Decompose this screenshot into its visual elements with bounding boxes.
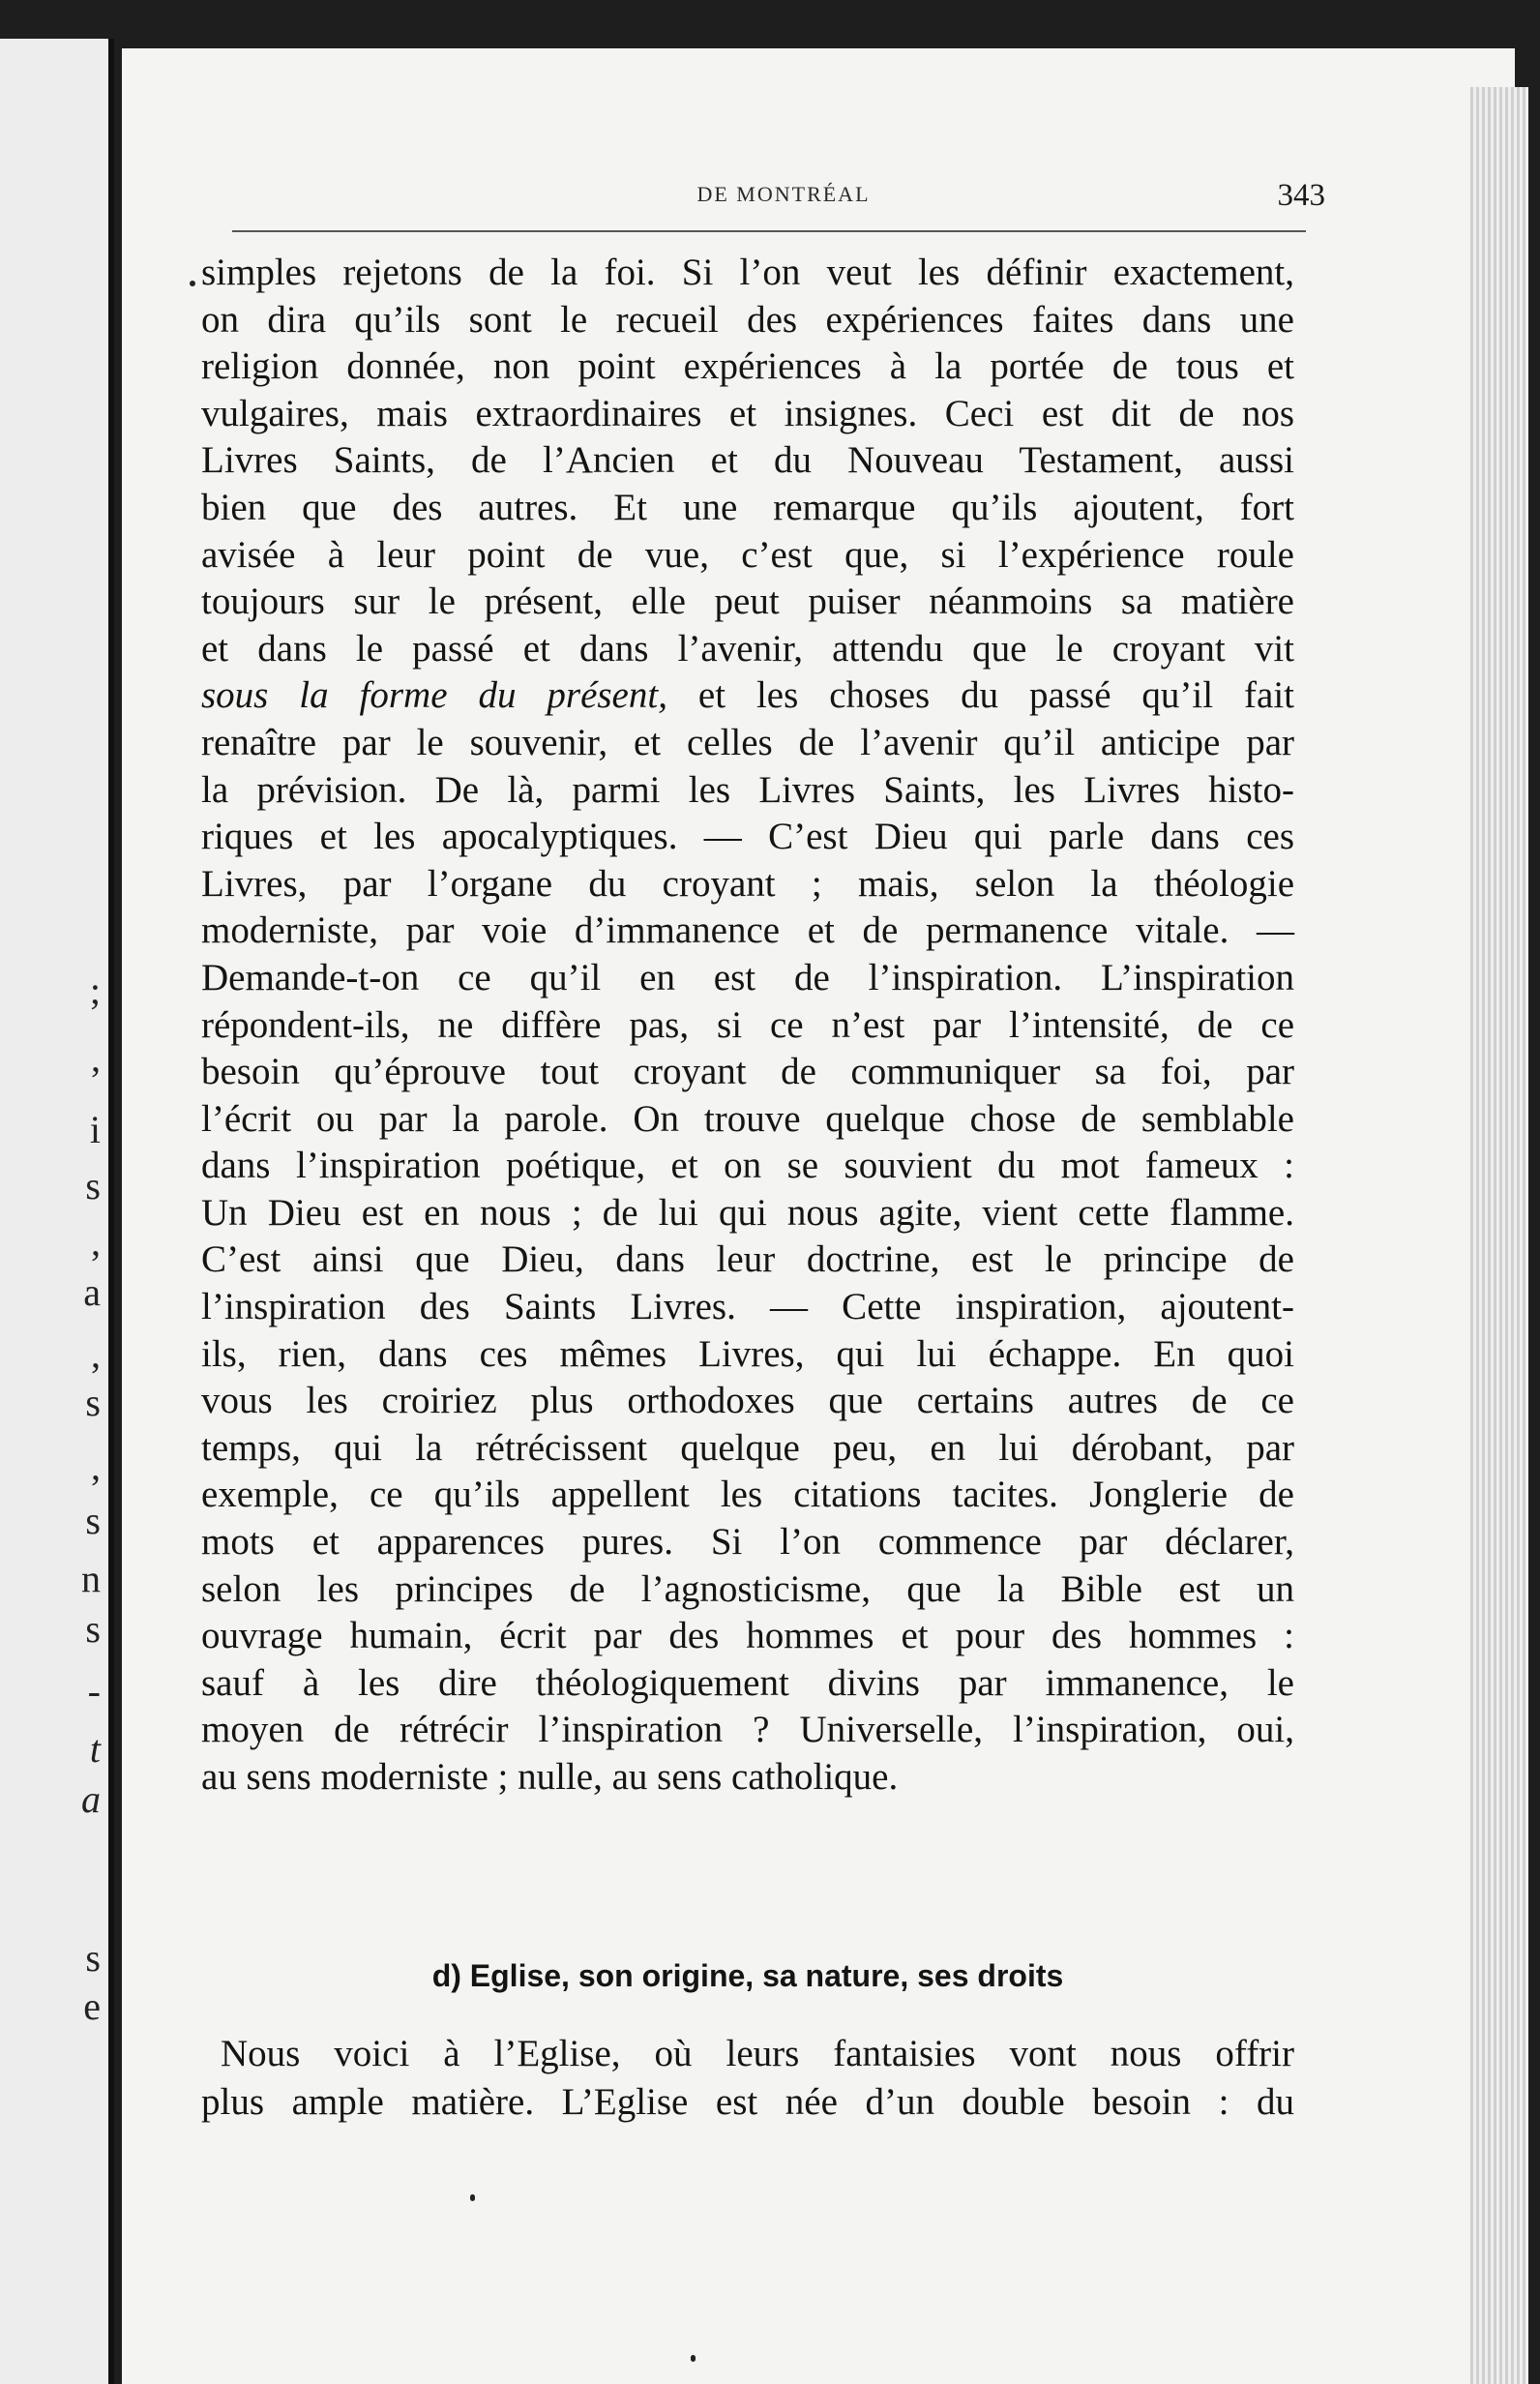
text-line: temps, qui la rétrécissent quelque peu, en lui dérobant, par — [201, 1426, 1294, 1469]
text-line: mots et apparences pures. Si l’on commence par déclarer, — [201, 1521, 1294, 1564]
previous-page-fragment: a — [81, 1777, 101, 1821]
previous-page-fragment: a — [83, 1270, 101, 1314]
previous-page-fragment: , — [91, 1445, 101, 1488]
text-line: on dira qu’ils sont le recueil des expériences faites dans une — [201, 298, 1294, 341]
text-line: vulgaires, mais extraordinaires et insignes. Ceci est dit de nos — [201, 392, 1294, 434]
previous-page-fragment: , — [91, 1332, 101, 1376]
text-line: toujours sur le présent, elle peut puiser néanmoins sa matière — [201, 581, 1294, 623]
text-line: Livres, par l’organe du croyant ; mais, selon la théologie — [201, 862, 1294, 905]
previous-page-fragment: , — [91, 1220, 101, 1264]
text-line: ils, rien, dans ces mêmes Livres, qui lui échappe. En quoi — [201, 1332, 1294, 1375]
page-stack-edge — [1470, 87, 1528, 2384]
text-line: vous les croiriez plus orthodoxes que certains autres de ce — [201, 1380, 1294, 1422]
previous-page-fragment: t — [89, 1727, 101, 1771]
text-line: avisée à leur point de vue, c’est que, si l’expérience roule — [201, 533, 1294, 576]
text-line: Livres Saints, de l’Ancien et du Nouveau Testament, aussi — [201, 439, 1294, 482]
previous-page-fragment: e — [83, 1984, 101, 2028]
text-line: selon les principes de l’agnosticisme, que la Bible est un — [201, 1567, 1294, 1610]
previous-page-fragment: s — [85, 1499, 101, 1542]
text-line: renaître par le souvenir, et celles de l’avenir qu’il anticipe par — [201, 721, 1294, 763]
text-line: dans l’inspiration poétique, et on se souvient du mot fameux : — [201, 1145, 1294, 1187]
text-line: Demande-t-on ce qu’il en est de l’inspiration. L’inspiration — [201, 956, 1294, 998]
page-number: 343 — [1277, 178, 1325, 213]
previous-page-fragment: - — [87, 1669, 101, 1713]
text-line: moderniste, par voie d’immanence et de permanence vitale. — — [201, 909, 1294, 952]
text-line: Un Dieu est en nous ; de lui qui nous agite, vient cette flamme. — [201, 1191, 1294, 1234]
text-line: l’inspiration des Saints Livres. — Cette inspiration, ajoutent- — [201, 1286, 1294, 1328]
text-line: exemple, ce qu’ils appellent les citations tacites. Jonglerie de — [201, 1474, 1294, 1516]
previous-page-edge — [0, 39, 114, 2384]
text-line: la prévision. De là, parmi les Livres Saints, les Livres histo- — [201, 768, 1294, 811]
text-line: répondent-ils, ne diffère pas, si ce n’est par l’intensité, de ce — [201, 1003, 1294, 1046]
scan-speck — [470, 2194, 475, 2201]
text-line: sous la forme du présent, et les choses du passé qu’il fait — [201, 674, 1294, 717]
text-line: et dans le passé et dans l’avenir, attendu que le croyant vit — [201, 627, 1294, 670]
previous-page-fragment: s — [85, 1607, 101, 1651]
text-line: besoin qu’éprouve tout croyant de communiquer sa foi, par — [201, 1051, 1294, 1093]
text-line: Nous voici à l’Eglise, où leurs fantaisies vont nous offrir — [221, 2033, 1294, 2074]
text-line: au sens moderniste ; nulle, au sens catholique. — [201, 1756, 899, 1798]
previous-page-fragment: ; — [89, 968, 101, 1012]
previous-page-fragment: s — [85, 1936, 101, 1980]
text-line: riques et les apocalyptiques. — C’est Dieu qui parle dans ces — [201, 816, 1294, 858]
previous-page-fragment: s — [85, 1381, 101, 1424]
previous-page-fragment: n — [81, 1557, 101, 1600]
header-rule — [232, 230, 1306, 232]
running-head: DE MONTRÉAL — [696, 182, 871, 206]
body-paragraph — [201, 250, 1294, 1802]
text-line: religion donnée, non point expériences à la portée de tous et — [201, 345, 1294, 388]
section-heading: d) Eglise, son origine, sa nature, ses droits — [431, 1958, 1064, 1993]
body-paragraph-2 — [201, 2030, 1294, 2127]
text-line: ouvrage humain, écrit par des hommes et pour des hommes : — [201, 1615, 1294, 1657]
text-line: bien que des autres. Et une remarque qu’ils ajoutent, fort — [201, 486, 1294, 528]
previous-page-fragment: i — [89, 1108, 101, 1151]
scan-speck — [190, 281, 195, 286]
text-line: sauf à les dire théologiquement divins par immanence, le — [201, 1661, 1294, 1704]
text-line: l’écrit ou par la parole. On trouve quelque chose de semblable — [201, 1097, 1294, 1140]
scan-speck — [691, 2355, 696, 2362]
text-line: simples rejetons de la foi. Si l’on veut les définir exactement, — [201, 252, 1294, 293]
previous-page-fragment: s — [85, 1164, 101, 1207]
text-line: moyen de rétrécir l’inspiration ? Universelle, l’inspiration, oui, — [201, 1709, 1294, 1751]
text-line: C’est ainsi que Dieu, dans leur doctrine, est le principe de — [201, 1238, 1294, 1281]
text-line: plus ample matière. L’Eglise est née d’un double besoin : du — [201, 2081, 1294, 2123]
previous-page-fragment: , — [91, 1036, 101, 1080]
